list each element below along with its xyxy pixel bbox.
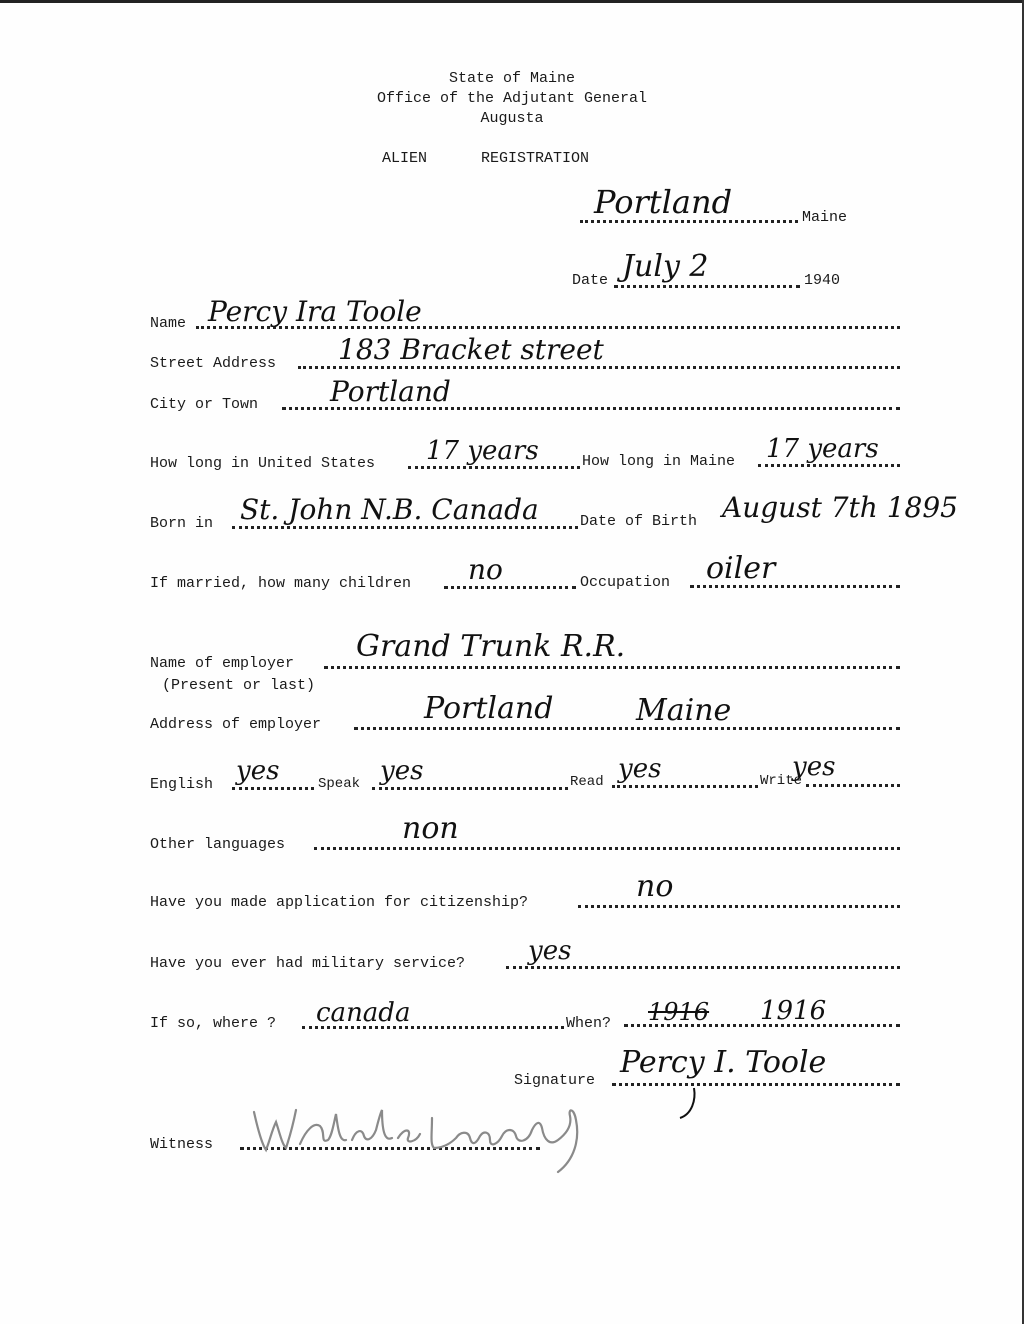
signature-value: Percy I. Toole — [620, 1045, 827, 1080]
other-languages-value: non — [402, 811, 459, 846]
employer-address-label: Address of employer — [150, 716, 322, 733]
street-value: 183 Bracket street — [338, 333, 604, 366]
children-value: no — [468, 553, 503, 586]
speak-value: yes — [380, 756, 424, 786]
born-in-label: Born in — [150, 515, 214, 532]
read-dots — [612, 785, 758, 788]
date-year: 1940 — [804, 272, 841, 289]
header-city: Augusta — [480, 110, 544, 127]
when-struck-value: 1916 — [648, 998, 710, 1026]
english-value: yes — [236, 756, 280, 786]
signature-label: Signature — [514, 1072, 596, 1089]
date-value: July 2 — [622, 249, 709, 284]
maine-years-dots — [758, 464, 900, 467]
read-label: Read — [570, 774, 604, 790]
us-years-label: How long in United States — [150, 455, 376, 472]
where-value: canada — [316, 998, 411, 1028]
citizenship-label: Have you made application for citizenship? — [150, 894, 529, 911]
citizenship-value: no — [636, 869, 674, 904]
us-years-value: 17 years — [426, 436, 539, 466]
maine-years-value: 17 years — [766, 434, 879, 464]
english-dots — [232, 787, 314, 790]
employer-label: Name of employer — [150, 655, 295, 672]
scan-edge-top — [0, 0, 1024, 3]
employer-address-dots — [354, 727, 900, 730]
when-value: 1916 — [760, 996, 827, 1026]
date-label: Date — [572, 272, 609, 289]
birth-date-label: Date of Birth — [580, 513, 698, 530]
military-value: yes — [528, 936, 572, 966]
form-title-registration: REGISTRATION — [481, 150, 590, 167]
witness-signature — [236, 1100, 586, 1180]
employer-address-value: Portland — [424, 691, 554, 726]
city-label: City or Town — [150, 396, 259, 413]
street-dots — [298, 366, 900, 369]
employer-address-value2: Maine — [636, 693, 732, 728]
when-label: When? — [566, 1015, 612, 1032]
date-dots — [614, 285, 800, 288]
employer-dots — [324, 666, 900, 669]
born-in-dots — [232, 526, 578, 529]
speak-label: Speak — [318, 776, 361, 792]
born-in-value: St. John N.B. Canada — [240, 493, 539, 526]
other-languages-label: Other languages — [150, 836, 286, 853]
name-value: Percy Ira Toole — [208, 295, 422, 328]
where-label: If so, where ? — [150, 1015, 277, 1032]
city-value: Portland — [330, 375, 451, 408]
english-label: English — [150, 776, 214, 793]
employer-sublabel: (Present or last) — [162, 677, 316, 694]
read-value: yes — [618, 754, 662, 784]
speak-dots — [372, 787, 568, 790]
write-dots — [806, 784, 900, 787]
place-value: Portland — [594, 183, 733, 221]
write-value: yes — [792, 752, 836, 782]
military-dots — [506, 966, 900, 969]
occupation-label: Occupation — [580, 574, 671, 591]
occupation-value: oiler — [706, 551, 776, 586]
signature-dots — [612, 1083, 900, 1086]
other-languages-dots — [314, 847, 900, 850]
write-label: Write — [760, 773, 803, 789]
children-label: If married, how many children — [150, 575, 412, 592]
employer-value: Grand Trunk R.R. — [356, 629, 626, 664]
place-suffix: Maine — [802, 209, 848, 226]
citizenship-dots — [578, 905, 900, 908]
military-label: Have you ever had military service? — [150, 955, 466, 972]
birth-date-value: August 7th 1895 — [722, 491, 958, 524]
witness-label: Witness — [150, 1136, 214, 1153]
children-dots — [444, 586, 576, 589]
signature-descender-stroke — [672, 1086, 702, 1122]
form-title-alien: ALIEN — [382, 150, 428, 167]
header-state: State of Maine — [448, 70, 576, 87]
street-label: Street Address — [150, 355, 277, 372]
maine-years-label: How long in Maine — [582, 453, 736, 470]
us-years-dots — [408, 466, 580, 469]
header-office: Office of the Adjutant General — [376, 90, 648, 107]
name-label: Name — [150, 315, 187, 332]
